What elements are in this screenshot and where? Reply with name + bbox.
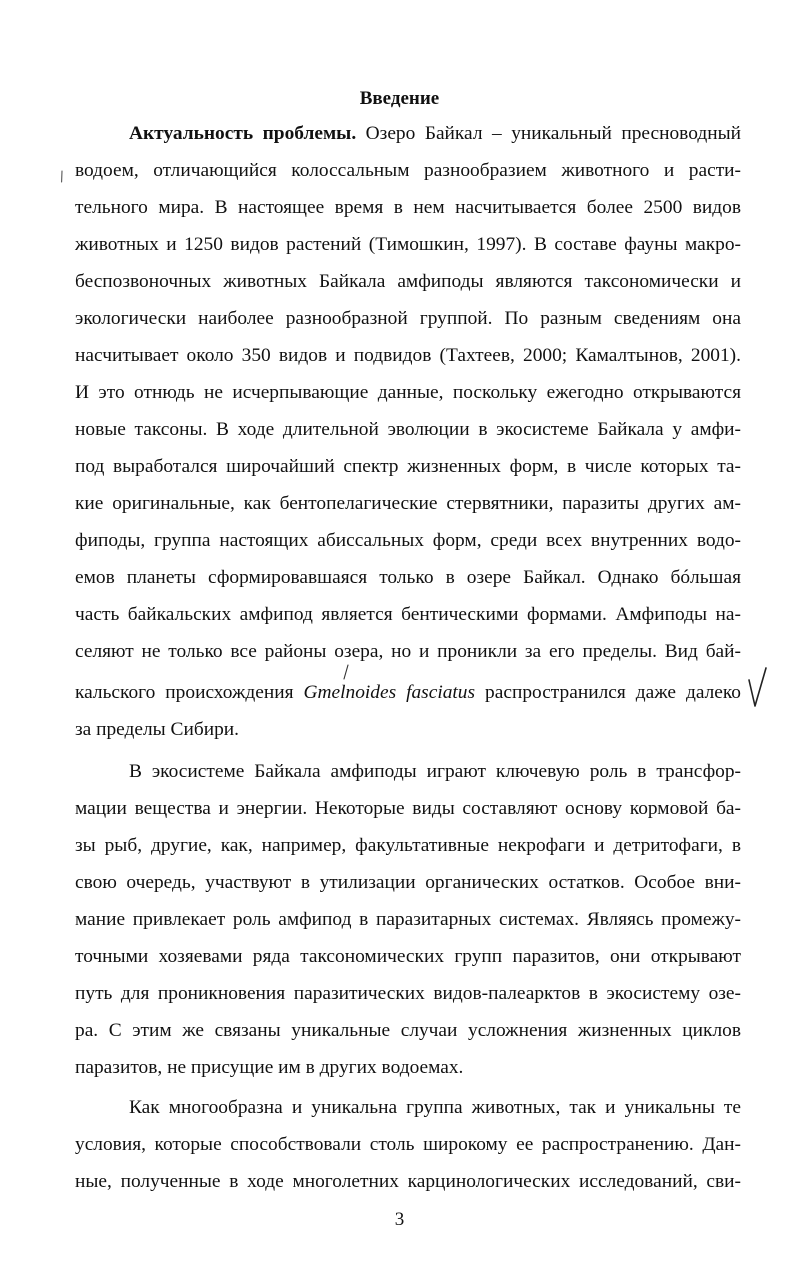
body-line-species <box>75 681 741 705</box>
body-line: мание привлекает роль амфипод в паразитарных системах. Являясь промежу- <box>75 909 741 930</box>
body-line: водоем, отличающийся колоссальным разнообразием животного и расти- <box>75 160 741 181</box>
body-line: В экосистеме Байкала амфиподы играют ключевую роль в трансфор- <box>129 761 741 782</box>
line16-after: распространился даже далеко <box>475 682 742 703</box>
body-line: животных и 1250 видов растений (Тимошкин, 1997). В составе фауны макро- <box>75 234 741 255</box>
body-line: новые таксоны. В ходе длительной эволюции в экосистеме Байкала у амфи- <box>75 419 741 440</box>
body-line: емов планеты сформировавшаяся только в озере Байкал. Однако бóльшая <box>75 567 741 588</box>
body-line: точными хозяевами ряда таксономических групп паразитов, они открывают <box>75 946 741 967</box>
species-name: Gmelnoides fasciatus <box>303 682 476 703</box>
body-line: кие оригинальные, как бентопелагические стервятники, паразиты других ам- <box>75 493 741 514</box>
body-line: ра. С этим же связаны уникальные случаи усложнения жизненных циклов <box>75 1020 741 1041</box>
body-line: мации вещества и энергии. Некоторые виды составляют основу кормовой ба- <box>75 798 741 819</box>
paragraph-end-line: паразитов, не присущие им в других водоемах. <box>75 1057 464 1078</box>
body-line: селяют не только все районы озера, но и проникли за его пределы. Вид бай- <box>75 641 741 662</box>
body-line: зы рыб, другие, как, например, факультативные некрофаги и детритофаги, в <box>75 835 741 856</box>
body-line: И это отнюдь не исчерпывающие данные, поскольку ежегодно открываются <box>75 382 741 403</box>
paragraph1-line-1 <box>129 122 741 146</box>
margin-checkmark-icon <box>746 666 770 710</box>
line1-rest: Озеро Байкал – уникальный пресноводный <box>356 123 741 144</box>
page-number: 3 <box>394 1209 405 1230</box>
body-line: экологически наиболее разнообразной группой. По разным сведениям она <box>75 308 741 329</box>
body-line: Как многообразна и уникальна группа животных, так и уникальны те <box>129 1097 741 1118</box>
lead-phrase: Актуальность проблемы. <box>129 123 357 144</box>
body-line: насчитывает около 350 видов и подвидов (Тахтеев, 2000; Камалтынов, 2001). <box>75 345 741 366</box>
body-line: тельного мира. В настоящее время в нем насчитывается более 2500 видов <box>75 197 741 218</box>
body-line: фиподы, группа настоящих абиссальных форм, среди всех внутренних водо- <box>75 530 741 551</box>
section-heading: Введение <box>359 88 440 109</box>
body-line: часть байкальских амфипод является бентическими формами. Амфиподы на- <box>75 604 741 625</box>
body-line: под выработался широчайший спектр жизненных форм, в числе которых та- <box>75 456 741 477</box>
body-line: беспозвоночных животных Байкала амфиподы являются таксономически и <box>75 271 741 292</box>
line16-before: кальского происхождения <box>75 682 304 703</box>
pencil-tick-icon <box>59 170 65 184</box>
body-line: свою очередь, участвуют в утилизации органических остатков. Особое вни- <box>75 872 741 893</box>
pencil-accent-icon <box>341 664 351 680</box>
body-line: ные, полученные в ходе многолетних карцинологических исследований, сви- <box>75 1171 741 1192</box>
body-line: путь для проникновения паразитических видов-палеарктов в экосистему озе- <box>75 983 741 1004</box>
paragraph-end-line: за пределы Сибири. <box>75 719 240 740</box>
body-line: условия, которые способствовали столь широкому ее распространению. Дан- <box>75 1134 741 1155</box>
